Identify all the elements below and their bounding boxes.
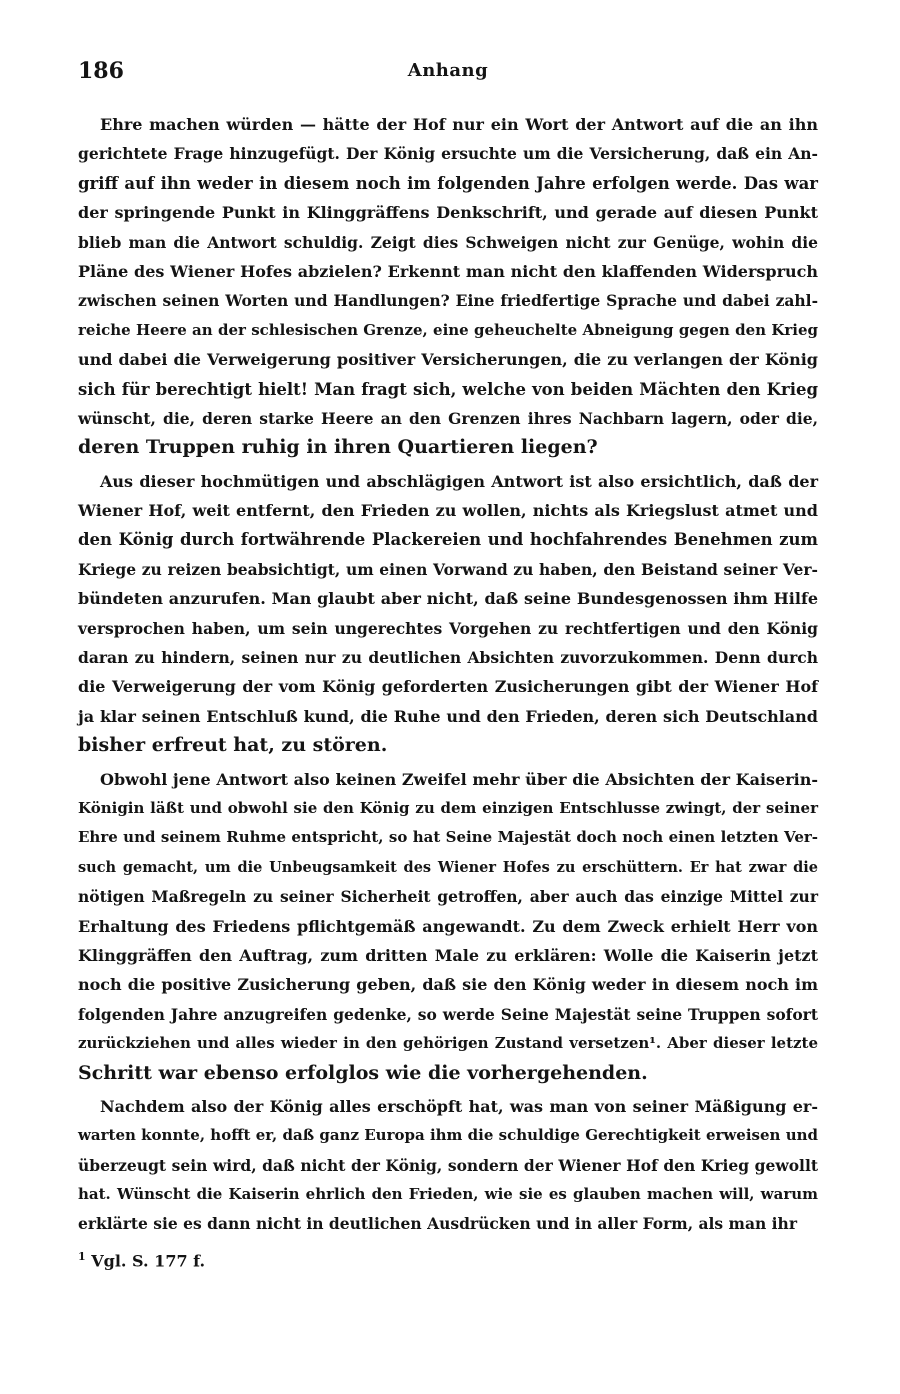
text-line: Klinggräffen den Auftrag, zum dritten Male zu erklären: Wolle die Kaiserin jetzt	[78, 945, 818, 965]
text-line: hat. Wünscht die Kaiserin ehrlich den Frieden, wie sie es glauben machen will, warum	[78, 1185, 818, 1204]
text-line: reiche Heere an der schlesischen Grenze, eine geheuchelte Abneigung gegen den Krieg	[78, 320, 818, 339]
text-line: sich für berechtigt hielt! Man fragt sich, welche von beiden Mächten den Krieg	[78, 379, 818, 399]
text-line: erklärte sie es dann nicht in deutlichen Ausdrücken und in aller Form, als man ihr	[78, 1214, 797, 1234]
text-line: Nachdem also der König alles erschöpft hat, was man von seiner Mäßigung er-	[100, 1096, 818, 1116]
paragraph	[78, 467, 818, 761]
text-line: Ehre machen würden — hätte der Hof nur ein Wort der Antwort auf die an ihn	[100, 115, 818, 134]
text-line: warten konnte, hofft er, daß ganz Europa ihm die schuldige Gerechtigkeit erweisen und	[78, 1126, 818, 1145]
paragraph	[78, 765, 818, 1088]
text-line: wünscht, die, deren starke Heere an den Grenzen ihres Nachbarn lagern, oder die,	[78, 408, 818, 428]
text-line: der springende Punkt in Klinggräffens Denkschrift, und gerade auf diesen Punkt	[78, 203, 818, 223]
paragraph	[78, 1092, 818, 1239]
page-header	[78, 58, 818, 88]
text-line: Wiener Hof, weit entfernt, den Frieden zu wollen, nichts als Kriegslust atmet und	[78, 501, 818, 521]
text-line: Erhaltung des Friedens pflichtgemäß angewandt. Zu dem Zweck erhielt Herr von	[78, 916, 818, 936]
page-number: 186	[78, 58, 124, 84]
text-line: Schritt war ebenso erfolglos wie die vorhergehenden.	[78, 1061, 648, 1084]
text-line: folgenden Jahre anzugreifen gedenke, so werde Seine Majestät seine Truppen sofort	[78, 1004, 818, 1024]
text-line: daran zu hindern, seinen nur zu deutlichen Absichten zuvorzukommen. Denn durch	[78, 648, 818, 668]
text-line: überzeugt sein wird, daß nicht der König, sondern der Wiener Hof den Krieg gewollt	[78, 1155, 818, 1175]
text-line: Ehre und seinem Ruhme entspricht, so hat Seine Majestät doch noch einen letzten Ver-	[78, 828, 818, 847]
text-line: Königin läßt und obwohl sie den König zu dem einzigen Entschlusse zwingt, der seiner	[78, 798, 818, 817]
text-line: zwischen seinen Worten und Handlungen? Eine friedfertige Sprache und dabei zahl-	[78, 291, 818, 311]
text-line: die Verweigerung der vom König geforderten Zusicherungen gibt der Wiener Hof	[78, 677, 818, 697]
text-line: Kriege zu reizen beabsichtigt, um einen Vorwand zu haben, den Beistand seiner Ver-	[78, 559, 818, 579]
text-line: blieb man die Antwort schuldig. Zeigt dies Schweigen nicht zur Genüge, wohin die	[78, 232, 818, 252]
text-line: Obwohl jene Antwort also keinen Zweifel mehr über die Absichten der Kaiserin-	[100, 769, 818, 789]
text-line: deren Truppen ruhig in ihren Quartieren liegen?	[78, 436, 598, 459]
text-line: ja klar seinen Entschluß kund, die Ruhe und den Frieden, deren sich Deutschland	[78, 706, 818, 726]
text-line: such gemacht, um die Unbeugsamkeit des Wiener Hofes zu erschüttern. Er hat zwar die	[78, 858, 818, 876]
text-line: noch die positive Zusicherung geben, daß sie den König weder in diesem noch im	[78, 975, 818, 995]
paragraph	[78, 110, 818, 463]
text-line: bündeten anzurufen. Man glaubt aber nicht, daß seine Bundesgenossen ihm Hilfe	[78, 589, 818, 609]
text-line: zurückziehen und alles wieder in den gehörigen Zustand versetzen¹. Aber dieser letzte	[78, 1034, 818, 1053]
text-line: gerichtete Frage hinzugefügt. Der König ersuchte um die Versicherung, daß ein An-	[78, 144, 818, 164]
body-text	[78, 110, 818, 1243]
text-line: und dabei die Verweigerung positiver Versicherungen, die zu verlangen der König	[78, 350, 818, 370]
text-line: Pläne des Wiener Hofes abzielen? Erkennt man nicht den klaffenden Widerspruch	[78, 261, 818, 281]
footnote-text: Vgl. S. 177 f.	[91, 1251, 206, 1271]
text-line: nötigen Maßregeln zu seiner Sicherheit getroffen, aber auch das einzige Mittel zur	[78, 887, 818, 907]
running-head: Anhang	[407, 60, 489, 81]
text-line: bisher erfreut hat, zu stören.	[78, 734, 388, 757]
footnote	[78, 1250, 205, 1270]
text-line: griff auf ihn weder in diesem noch im folgenden Jahre erfolgen werde. Das war	[78, 173, 818, 193]
footnote-mark: 1	[78, 1250, 86, 1263]
text-line: den König durch fortwährende Plackereien und hochfahrendes Benehmen zum	[78, 530, 818, 550]
text-line: Aus dieser hochmütigen und abschlägigen Antwort ist also ersichtlich, daß der	[100, 471, 818, 491]
text-line: versprochen haben, um sein ungerechtes Vorgehen zu rechtfertigen und den König	[78, 618, 818, 638]
